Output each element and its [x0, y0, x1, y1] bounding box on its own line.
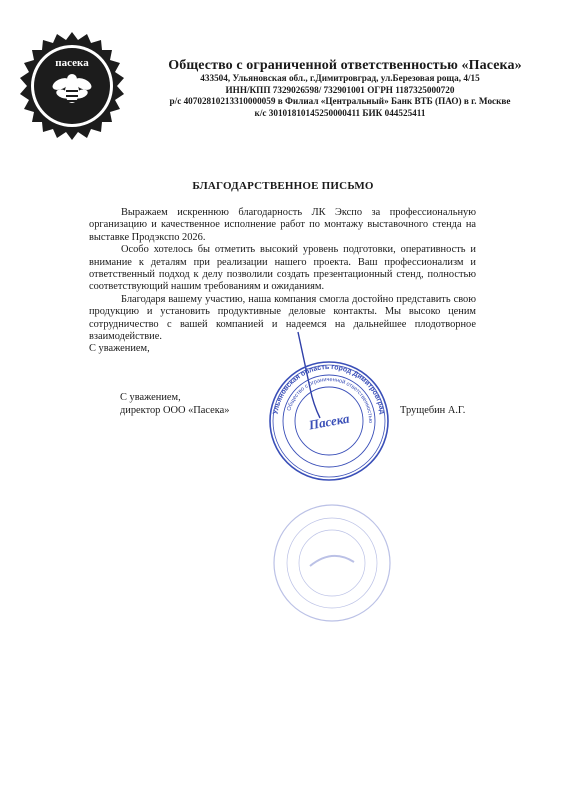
company-header [140, 58, 550, 74]
company-address: 433504, Ульяновская обл., г.Димитровград, ул.Березовая роща, 4/15 [200, 73, 480, 83]
stamp-outer-text: Ульяновская область город Димитровград [272, 363, 386, 415]
company-name: Общество с ограниченной ответственностью «Пасека» [168, 58, 522, 73]
letter-paragraph: Особо хотелось бы отметить высокий уровень подготовки, оперативность и внимание к деталям при реализации нашего проекта. Ваш профессионализм и ответственный подход к делу позволили создать презентационный стенд, полностью соответствующий нашим требованиям и ожиданиям. [89, 244, 476, 293]
company-inn-kpp: ИНН/КПП 7329026598/ 732901001 ОГРН 1187325000720 [225, 84, 455, 95]
letter-title: БЛАГОДАРСТВЕННОЕ ПИСЬМО [192, 180, 374, 192]
company-logo [16, 30, 128, 142]
company-stamp [268, 360, 390, 482]
company-requisites [120, 73, 560, 119]
signer-name: Трущебин А.Г. [400, 405, 466, 416]
company-corr-account: к/с 30101810145250000411 БИК 044525411 [254, 107, 426, 118]
stamp-imprint [270, 488, 394, 638]
signature-closing: С уважением, [120, 392, 181, 403]
signer-position: директор ООО «Пасека» [120, 404, 230, 416]
stamp-center-text: Пасека [307, 410, 351, 433]
company-bank-account: р/с 40702810213310000059 в Филиал «Центральный» Банк ВТБ (ПАО) в г. Москве [169, 96, 511, 107]
letter-paragraph: Благодаря вашему участию, наша компания смогла достойно представить свою продукцию и установить продуктивные деловые контакты. Мы высоко ценим сотрудничество с вашей компанией и надеемся на дальнейшее плодотворное взаимодействие. [89, 293, 476, 343]
letter-paragraph: Выражаем искреннюю благодарность ЛК Экспо за профессиональную организацию и качественное исполнение работ по монтажу выставочного стенда на выставке Продэкспо 2026. [89, 207, 476, 243]
logo-text: пасека [55, 57, 89, 69]
signature-block [120, 392, 229, 417]
letter-body [89, 207, 476, 356]
stamp-middle-text: Общество с ограниченной ответственностью [286, 376, 374, 423]
letter-closing: С уважением, [89, 343, 150, 355]
